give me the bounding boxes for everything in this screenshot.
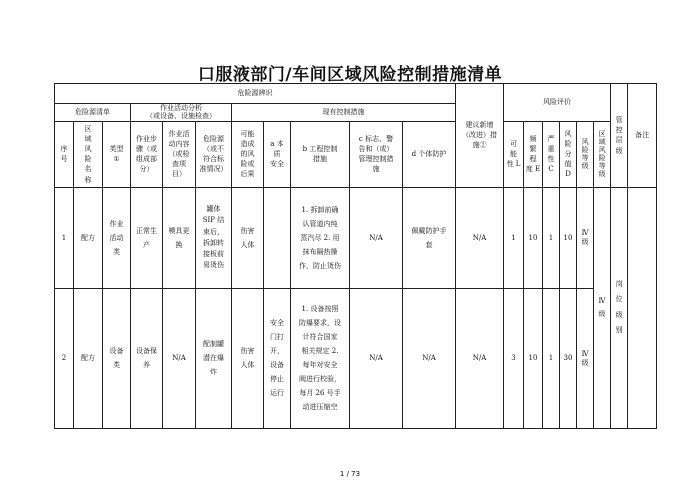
row-step: 正常生 产 (131, 187, 163, 288)
suggested-measures-header: 建议新增 （改进）措 施② (456, 84, 504, 188)
activity-analysis-header: 作业活动分析 （或设备、设施检查） (131, 104, 232, 122)
row-area: 配方 (74, 187, 103, 288)
row-risk-level: Ⅳ级 (577, 187, 594, 288)
row-ppe: N/A (403, 288, 456, 428)
row-type: 作业 活动 类 (103, 187, 131, 288)
row-hazard: 配制罐 潜在爆 炸 (196, 288, 232, 428)
content-header: 作业活 动内容 （或检 查项 目） (163, 121, 196, 187)
row-intrinsic-safety: 安全 门打 开， 设备 停止 运行 (264, 288, 291, 428)
consequence-header: 可能 造成 的风 险或 后果 (232, 121, 264, 187)
row-consequence: 伤害 人体 (232, 288, 264, 428)
risk-evaluation-header: 风险评价 (504, 84, 611, 122)
risk-level-header: 风险等级 (577, 121, 594, 187)
likelihood-header: 可 能 性 L (504, 121, 524, 187)
control-level-header: 管 控 层 级 (611, 84, 628, 188)
row-suggested: N/A (456, 187, 504, 288)
remark-header: 备注 (628, 84, 657, 188)
engineering-control-header: b 工程控制 措施 (291, 121, 350, 187)
table-row (55, 288, 657, 428)
row-consequence: 伤害 人体 (232, 187, 264, 288)
table-row (55, 187, 657, 288)
hazard-identification-header: 危险源辨识 (55, 84, 456, 104)
row-severity: 1 (543, 288, 560, 428)
severity-header: 严 重 性 C (543, 121, 560, 187)
row-management-control: N/A (350, 187, 403, 288)
management-control-header: c 标志、警 告和（或） 管理控制措 施 (350, 121, 403, 187)
row-type: 设备 类 (103, 288, 131, 428)
intrinsic-safety-header: a 本 质 安全 (264, 121, 291, 187)
page-title: 口服液部门/车间区域风险控制措施清单 (197, 65, 503, 85)
row-likelihood: 3 (504, 288, 524, 428)
row-step: 设备保 养 (131, 288, 163, 428)
seq-header: 序 号 (55, 121, 74, 187)
type-header: 类型 ① (103, 121, 131, 187)
frequency-header: 频 繁 程 度 E (524, 121, 543, 187)
area-name-header: 区 域 风 险 名 称 (74, 121, 103, 187)
row-seq: 2 (55, 288, 74, 428)
ppe-header: d 个体防护 (403, 121, 456, 187)
row-intrinsic-safety (264, 187, 291, 288)
row-severity: 1 (543, 187, 560, 288)
row-engineering-control: 1. 拆卸前确 认管道内纯 蒸汽尽 2. 用 抹布隔热操 作，防止烫伤 (291, 187, 350, 288)
hazard-list-header: 危险源清单 (55, 104, 131, 122)
row-likelihood: 1 (504, 187, 524, 288)
row-ppe: 佩戴防护手 套 (403, 187, 456, 288)
row-hazard: 罐体 SIP 结 束后， 拆卸转 接板前 易烫伤 (196, 187, 232, 288)
row-risk-level: Ⅳ级 (577, 288, 594, 428)
row-risk-value: 30 (560, 288, 577, 428)
row-risk-value: 10 (560, 187, 577, 288)
row-management-control: N/A (350, 288, 403, 428)
area-risk-level-value: Ⅳ 级 (594, 187, 611, 428)
remark-value (628, 187, 657, 428)
row-frequency: 10 (524, 288, 543, 428)
row-content: N/A (163, 288, 196, 428)
row-area: 配方 (74, 288, 103, 428)
row-content: 模具更 换 (163, 187, 196, 288)
row-engineering-control: 1. 设备按照 防爆要求，设 计符合国家 相关规定 2. 每年对安全 阀进行校验， 每月 26 号手 动进压缩空 (291, 288, 350, 428)
area-risk-level-header: 区域风险等级 (594, 121, 611, 187)
step-header: 作业步 骤（或 组成部 分） (131, 121, 163, 187)
row-seq: 1 (55, 187, 74, 288)
page-number: 1 / 73 (339, 470, 361, 478)
risk-control-table (54, 83, 657, 429)
row-frequency: 10 (524, 187, 543, 288)
control-level-value: 岗 位 级 别 (611, 187, 628, 428)
existing-measures-header: 现有控制措施 (232, 104, 456, 122)
hazard-header: 危险源 （或不 符合标 准情况） (196, 121, 232, 187)
risk-value-header: 风 险 分 值 D (560, 121, 577, 187)
row-suggested: N/A (456, 288, 504, 428)
